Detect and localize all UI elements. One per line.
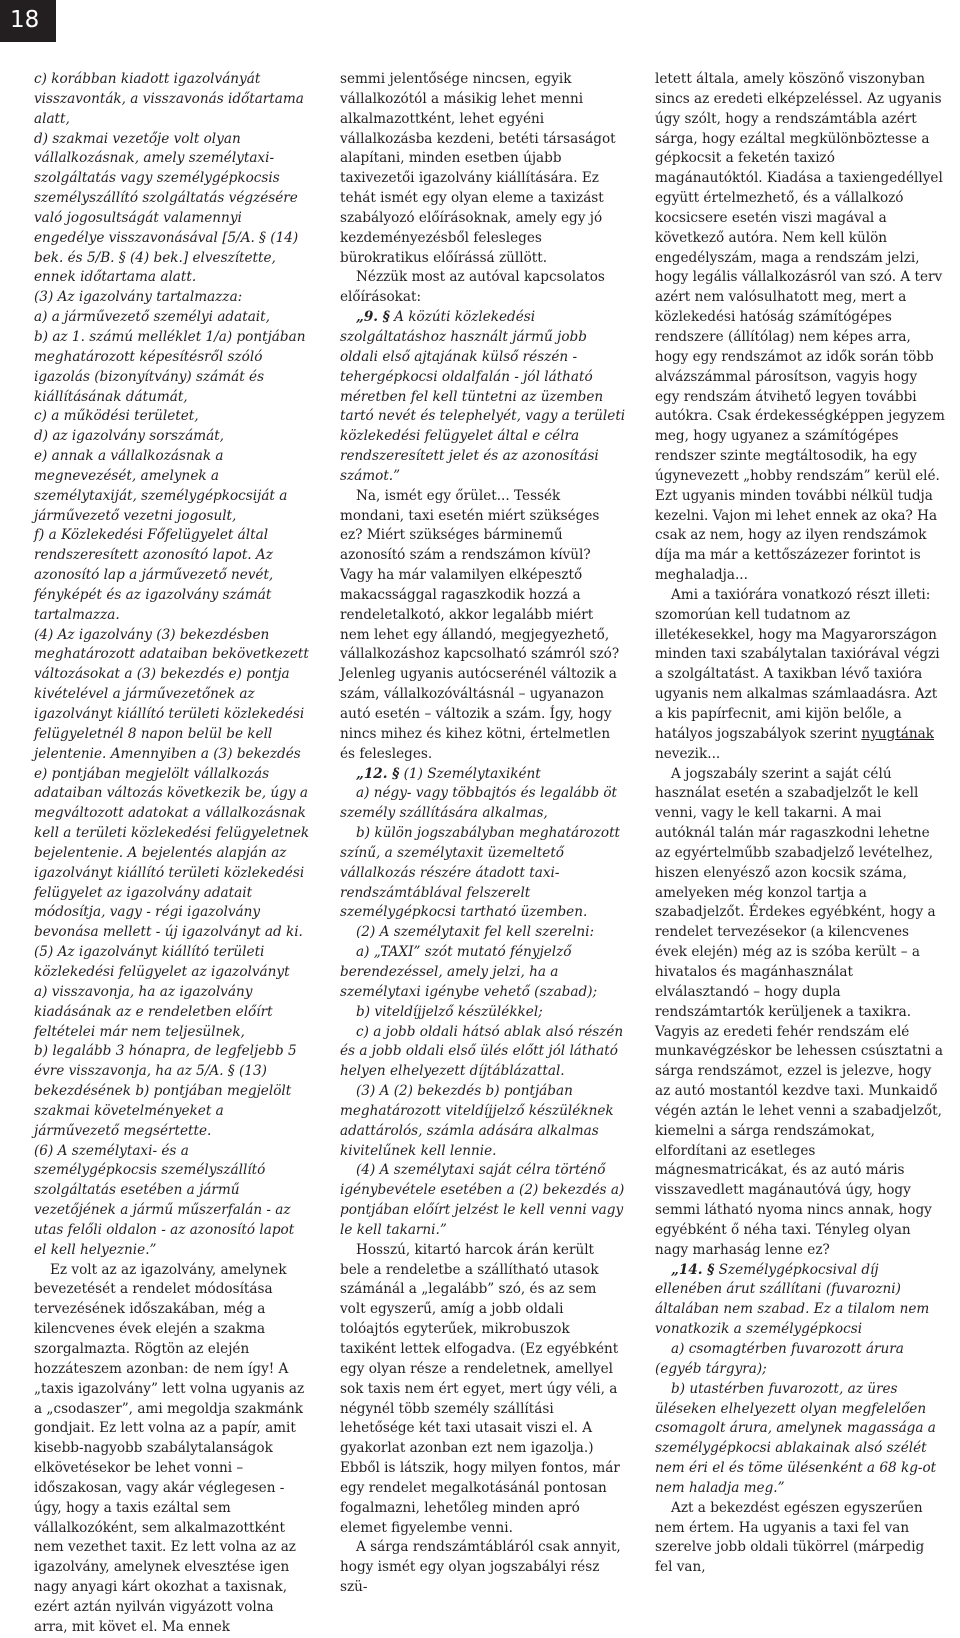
page-number: 18 — [10, 7, 40, 33]
quote-paragraph — [340, 765, 626, 785]
paragraph: b) viteldíjjelző készülékkel; — [356, 1003, 543, 1020]
paragraph: f) a Közlekedési Főfelügyelet által rendszeresített azonosító lapot. Az azonosító lap a járművezető nevét, fényképét és az igazolvány számát tartalmazza. — [34, 527, 274, 623]
paragraph: b) külön jogszabályban meghatározott színű, a személytaxit üzemeltető vállalkozás részére átadott taxi-rendszámtáblával felszerelt személygépkocsi tartható üzemben. — [340, 825, 621, 921]
paragraph: a) „TAXI” szót mutató fényjelző berendezéssel, amely jelzi, ha a személytaxi igénybe vehető (szabad); — [340, 944, 598, 1000]
paragraph: a) visszavonja, ha az igazolvány kiadásának az e rendeletben előírt feltételei már nem teljesülnek, — [34, 983, 273, 1040]
paragraph: c) a működési területet, — [34, 408, 199, 425]
paragraph: a) csomagtérben fuvarozott árura (egyéb tárgyra); — [655, 1341, 904, 1377]
section-marker: „9. § — [356, 309, 390, 326]
paragraph: (4) Az igazolvány (3) bekezdésben meghatározott adataiban bekövetkezett változásokat a (3) bekezdés e) pontja kivételével a járművezetőnek az igazolványt kiállító területi közlekedési felügyeletnél 8 napon belül be kell jelentenie. Amennyiben a (3) bekezdés e) pontjában megjelölt vállalkozás adataiban változás következik be, úgy a megváltozott adatokat a vállalkozásnak kell a területi közlekedési felügyeletnek bejelentenie. A bejelentés alapján az igazolványt kiállító területi közlekedési felügyelet az igazolvány adatait módosítja, vagy - régi igazolvány bevonása mellett - új igazolványt ad ki. — [34, 626, 310, 941]
paragraph: b) az 1. számú melléklet 1/a) pontjában meghatározott képesítésről szóló igazolás (bizonyítvány) számát és kiállításának dátumát, — [34, 328, 306, 405]
paragraph: (5) Az igazolványt kiállító területi közlekedési felügyelet az igazolványt — [34, 944, 290, 980]
section-marker: „14. § — [671, 1261, 715, 1278]
paragraph: d) az igazolvány sorszámát, — [34, 428, 224, 445]
paragraph: Na, ismét egy őrület... Tessék mondani, taxi esetén miért szükséges ez? Miért szükséges bárminemű azonosító szám a rendszámon kívül? Vagy ha már valamilyen elképesztő makacssággal ragaszkodik hozzá a rendeletalkotó, akkor legalább miért nem lehet egy állandó, megjegyezhető, vállalkozáshoz kapcsolható számról szó? Jelenleg ugyanis autócserénél változik a szám, vállalkozóváltásnál – ugyanazon autó esetén – változik a szám. Így, hogy nincs mihez és kihez kötni, értelmetlen és felesleges. — [340, 487, 620, 762]
paragraph: Hosszú, kitartó harcok árán került bele a rendeletbe a szállítható utasok számánál a „legalább” szó, és az sem volt egyszerű, amíg a jobb oldali tolóajtós egyterűek, mikrobuszok taxiként lettek elfogadva. (Ez egyébként egy olyan része a rendeletnek, amellyel sok taxis nem ért egyet, mert úgy véli, a négynél több személy szállítási lehetősége két taxi utasait viszi el. A gyakorlat azonban ezt nem igazolja.) Ebből is látszik, hogy milyen fontos, már egy rendelet megalkotásánál pontosan fogalmazni, lehetőleg minden apró elemet figyelembe venni. — [340, 1241, 620, 1536]
quote-paragraph — [655, 1261, 945, 1340]
paragraph: b) utastérben fuvarozott, az üres üléseken elhelyezett olyan megfelelően csomagolt árura, amelynek magassága a személygépkocsi ablakainak alsó szélét nem éri el és töme ülésenként a 68 kg-ot nem haladja meg.” — [655, 1380, 937, 1496]
paragraph: (4) A személytaxi saját célra történő igénybevétele esetében a (2) bekezdés a) pontjában előírt jelzést le kell venni vagy le kell takarni.” — [340, 1162, 625, 1238]
page-number-box — [0, 0, 56, 42]
column-2 — [340, 70, 626, 1598]
quote-text: A közúti közlekedési szolgáltatáshoz használt jármű jobb oldali első ajtajának külső részén - tehergépkocsi oldalfalán - jól látható méretben fel kell tüntetni az üzemben tartó nevét és telephelyét, vagy a területi közlekedési felügyelet által e célra rendszeresített jelet és az azonosítási számot.” — [340, 309, 626, 484]
paragraph: (2) A személytaxit fel kell szerelni: — [356, 924, 595, 941]
quote-paragraph — [340, 308, 626, 487]
paragraph: (3) A (2) bekezdés b) pontjában meghatározott viteldíjjelző készüléknek adattárolós, számla adására alkalmas kivitelűnek kell lennie. — [340, 1083, 614, 1159]
section-marker: „12. § — [356, 765, 400, 782]
underlined-word: nyugtának — [861, 725, 934, 742]
paragraph: A sárga rendszámtábláról csak annyit, hogy ismét egy olyan jogszabályi rész szü- — [340, 1539, 621, 1596]
paragraph: e) annak a vállalkozásnak a megnevezését, amelynek a személytaxiját, személygépkocsiját a járművezető vezetni jogosult, — [34, 448, 288, 524]
paragraph: A jogszabály szerint a saját célú használat esetén a szabadjelzőt le kell venni, vagy le kell takarni. A mai autóknál talán már ragaszkodni lehetne az egyértelműbb szabadjelző levételhez, hiszen elenyésző azon kocsik száma, amelyeken még konzol tartja a szabadjelzőt. Érdekes egyébként, hogy a rendelet tervezésekor (a kilencvenes évek elején) még az is szóba került – a hivatalos és magánhasználat elválasztandó – hogy dupla rendszámtartók kerüljenek a taxikra. Vagyis az eredeti fehér rendszám elé munkavégzéskor be lehessen csúsztatni a sárga rendszámot, ezzel is jelezve, hogy az autó mostantól kezdve taxi. Munkaidő végén aztán le lehet venni a szabadjelzőt, kiemelni a sárga rendszámokat, elfordítani az esetleges mágnesmatricákat, és az autó máris visszavedlett magánautóvá úgy, hogy semmi látható nyoma nincs annak, hogy egyébként ő néha taxi. Tényleg olyan nagy marhaság lenne ez? — [655, 765, 943, 1258]
paragraph: semmi jelentősége nincsen, egyik vállalkozótól a másikig lehet menni alkalmazottként, lehet egyéni vállalkozásba kezdeni, betéti társaságot alapítani, minden esetben újabb taxivezetői igazolvány kiállítására. Ez tehát ismét egy olyan eleme a taxizást szabályozó előírásoknak, amely egy jó kezdeményezésből felesleges bürokratikus előírássá züllött. — [340, 71, 616, 266]
paragraph: c) korábban kiadott igazolványát visszavonták, a visszavonás időtartama alatt, — [34, 71, 304, 127]
paragraph: Azt a bekezdést egészen egyszerűen nem értem. Ha ugyanis a taxi fel van szerelve jobb oldali tükörrel (márpedig fel van, — [655, 1499, 925, 1576]
text-run: nevezik... — [655, 745, 721, 762]
paragraph: b) legalább 3 hónapra, de legfeljebb 5 évre visszavonja, ha az 5/A. § (13) bekezdésének b) pontjában megjelölt szakmai követelményeket a járművezető megsértette. — [34, 1043, 297, 1139]
paragraph: a) négy- vagy többajtós és legalább öt személy szállítására alkalmas, — [340, 785, 617, 822]
paragraph — [655, 586, 945, 765]
paragraph: a) a járművezető személyi adatait, — [34, 309, 270, 326]
paragraph: c) a jobb oldali hátsó ablak alsó részén és a jobb oldali első ülés előtt jól látható helyen elhelyezett díjtáblázattal. — [340, 1023, 624, 1080]
paragraph: letett általa, amely köszönő viszonyban sincs az eredeti elképzeléssel. Az ugyanis úgy szólt, hogy a rendszámtábla azért sárga, hogy ezáltal megkülönböztesse a gépkocsit a feketén taxizó magánautóktól. Kiadása a taxiengedéllyel együtt értelmezhető, és a vállalkozó kocsicsere esetén viszi magával a következő autóra. Nem kell külön engedélyszám, maga a rendszám jelzi, hogy legális vállalkozásról van szó. A terv azért nem valósulhatott meg, mert a közlekedési hatóság számítógépes rendszere (állítólag) nem képes arra, hogy egy rendszámot az idők során több alvázszámmal párosítson, vagyis hogy egy rendszám átvihető legyen további autókra. Csak érdekességképpen jegyzem meg, hogy ugyanez a számítógépes rendszer szinte megtáltosodik, ha egy úgynevezett „hobby rendszám” kerül elé. Ezt ugyanis minden további nélkül tudja kezelni. Vajon mi lehet ennek az oka? Ha csak az nem, hogy az ilyen rendszámok díja ma már a kettőszázezer forintot is meghaladja... — [655, 71, 945, 584]
column-1 — [34, 70, 310, 1638]
paragraph: Nézzük most az autóval kapcsolatos előírásokat: — [340, 269, 605, 306]
paragraph: (6) A személytaxi- és a személygépkocsis személyszállító szolgáltatás esetében a jármű vezetőjének a jármű műszerfalán - az utas felőli oldalon - az azonosító lapot el kell helyeznie.” — [34, 1142, 295, 1258]
paragraph: (3) Az igazolvány tartalmazza: — [34, 289, 243, 306]
quote-text: Személygépkocsival díj ellenében árut szállítani (fuvarozni) általában nem szabad. Ez a tilalom nem vonatkozik a személygépkocsi — [655, 1261, 930, 1338]
quote-text: (1) Személytaxiként — [399, 765, 541, 782]
text-run: Ami a taxiórára vonatkozó részt illeti: szomorúan kell tudatnom az illetékesekkel, hogy ma Magyarországon minden taxi szabálytalan taxiórával végzi a szolgáltatást. A taxikban lévő taxióra ugyanis nem alkalmas számlaadásra. Azt a kis papírfecnit, ami kijön belőle, a hatályos jogszabályok szerint — [655, 586, 940, 742]
paragraph: d) szakmai vezetője volt olyan vállalkozásnak, amely személytaxi-szolgáltatás vagy személygépkocsis személyszállító szolgáltatás végzésére való jogosultságát valamennyi engedélye visszavonásával [5/A. § (14) bek. és 5/B. § (4) bek.] elveszítette, ennek időtartama alatt. — [34, 130, 299, 286]
column-3 — [655, 70, 945, 1578]
paragraph: Ez volt az az igazolvány, amelynek bevezetését a rendelet módosítása tervezésének időszakában, még a kilencvenes évek elején a szakma szorgalmazta. Rögtön az elején hozzáteszem azonban: de nem így! A „taxis igazolvány” lett volna ugyanis az a „csodaszer”, ami megoldja szakmánk gondjait. Ez lett volna az a papír, amit kisebb-nagyobb szabálytalanságok elkövetésekor be lehet vonni – időszakosan, vagy akár véglegesen - úgy, hogy a taxis ezáltal sem vállalkozóként, sem alkalmazottként nem vezethet taxit. Ez lett volna az az igazolvány, amelynek elvesztése igen nagy anyagi kárt okozhat a taxisnak, ezért aztán nyilván vigyázott volna arra, mit követ el. Ma ennek — [34, 1261, 305, 1635]
